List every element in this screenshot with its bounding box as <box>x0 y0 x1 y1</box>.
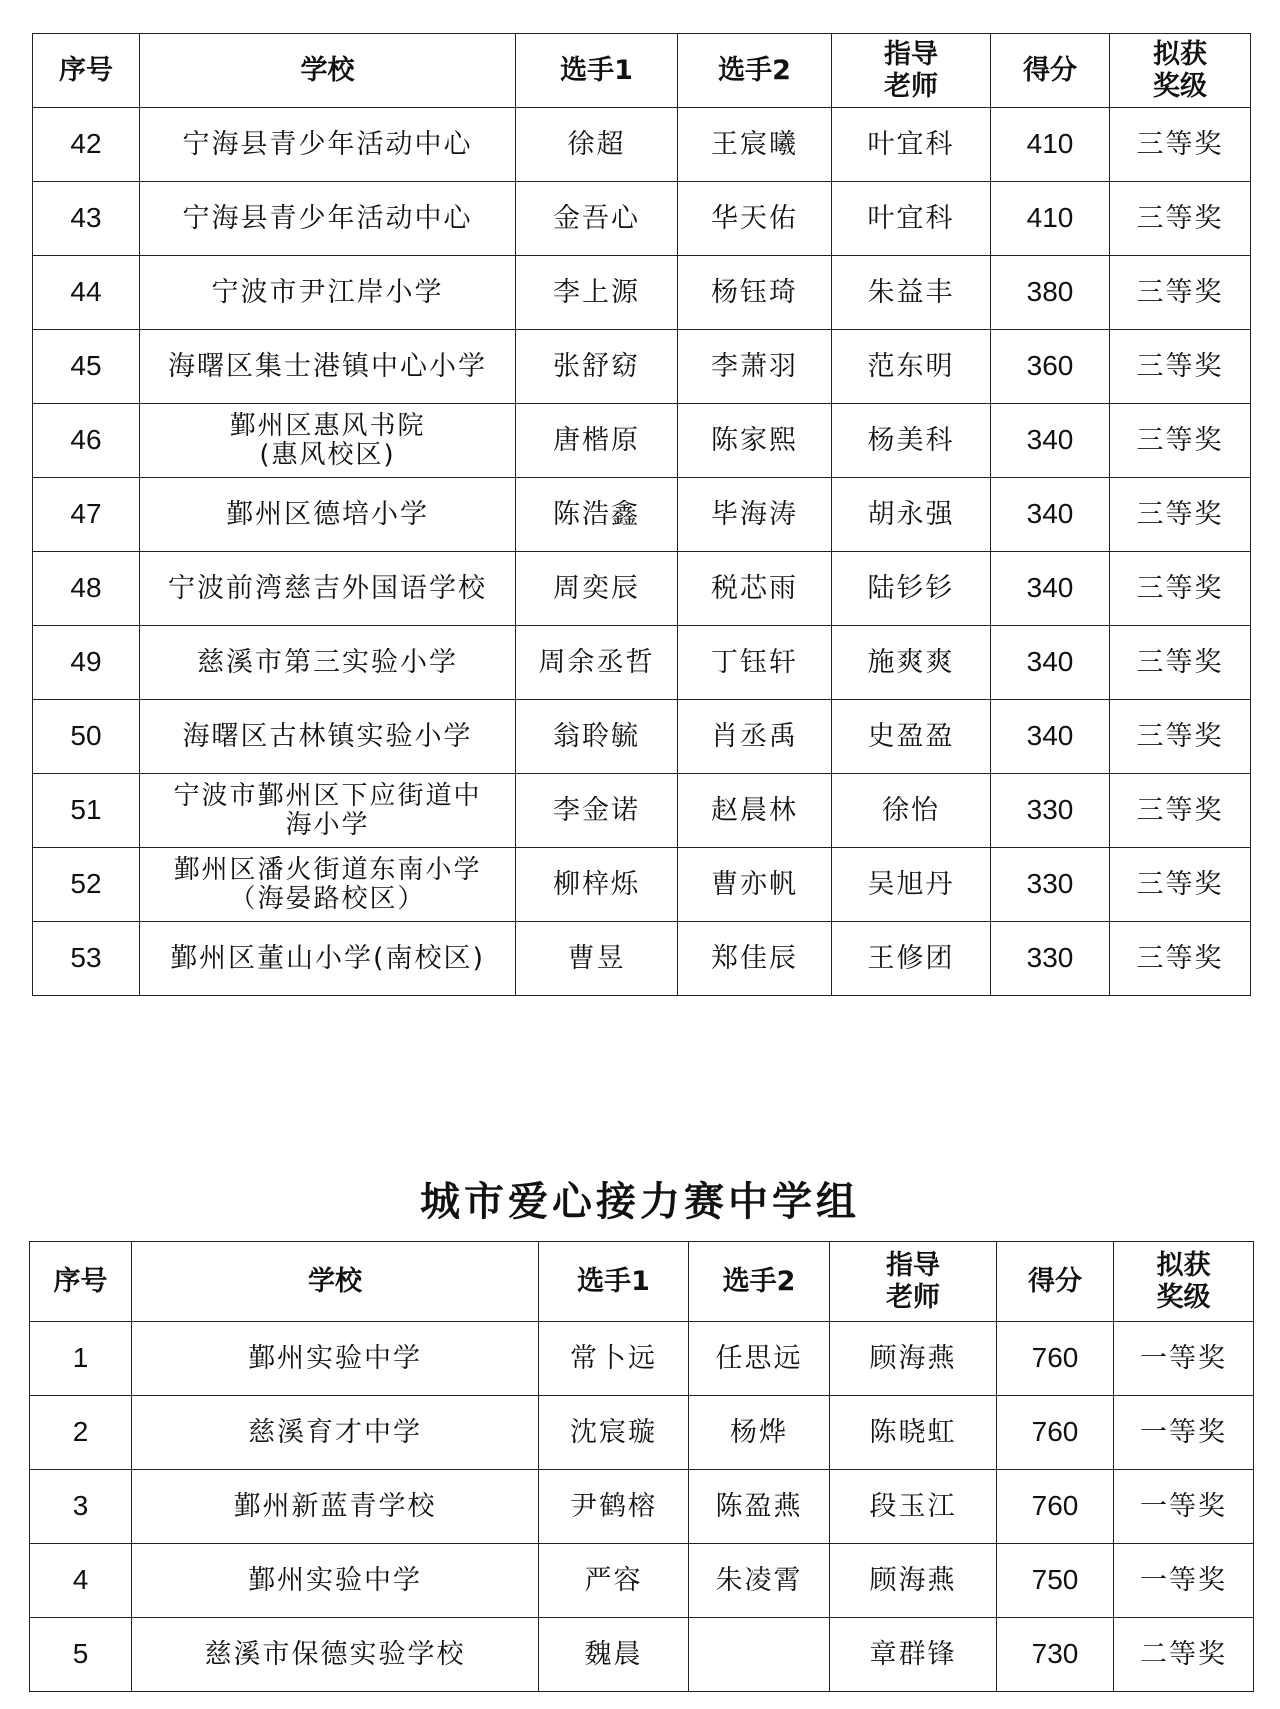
cell-teacher: 徐怡 <box>832 774 991 848</box>
cell-player2 <box>689 1618 830 1692</box>
table-row <box>30 1470 1254 1544</box>
cell-school: 宁海县青少年活动中心 <box>140 182 516 256</box>
header-player2: 选手2 <box>678 34 832 108</box>
cell-teacher: 王修团 <box>832 922 991 996</box>
cell-player2: 郑佳辰 <box>678 922 832 996</box>
cell-index: 5 <box>30 1618 132 1692</box>
cell-school-line1: 鄞州区惠风书院 <box>229 410 426 441</box>
header-school: 学校 <box>132 1242 539 1322</box>
cell-school-line2: (惠风校区) <box>259 439 396 470</box>
cell-player1: 柳梓烁 <box>516 848 678 922</box>
cell-award: 三等奖 <box>1110 552 1251 626</box>
cell-school: 鄞州区德培小学 <box>140 478 516 552</box>
cell-player1: 常卜远 <box>539 1322 689 1396</box>
cell-school: 慈溪育才中学 <box>132 1396 539 1470</box>
cell-player1: 严容 <box>539 1544 689 1618</box>
cell-player1: 唐楷原 <box>516 404 678 478</box>
header-score: 得分 <box>991 34 1110 108</box>
cell-school-line1: 宁波市鄞州区下应街道中 <box>173 780 482 811</box>
cell-award: 三等奖 <box>1110 404 1251 478</box>
header-player1: 选手1 <box>516 34 678 108</box>
cell-player1: 李上源 <box>516 256 678 330</box>
header-player2: 选手2 <box>689 1242 830 1322</box>
cell-school-line2: 海小学 <box>285 809 370 840</box>
cell-award: 三等奖 <box>1110 922 1251 996</box>
cell-index: 51 <box>33 774 140 848</box>
cell-player1: 沈宸璇 <box>539 1396 689 1470</box>
cell-player2: 丁钰轩 <box>678 626 832 700</box>
table-row <box>30 1544 1254 1618</box>
cell-score: 340 <box>991 700 1110 774</box>
cell-player1: 李金诺 <box>516 774 678 848</box>
header-index: 序号 <box>30 1242 132 1322</box>
cell-teacher: 叶宜科 <box>832 108 991 182</box>
header-score: 得分 <box>997 1242 1114 1322</box>
cell-score: 340 <box>991 478 1110 552</box>
cell-award: 三等奖 <box>1110 330 1251 404</box>
table-row <box>30 1396 1254 1470</box>
cell-award: 三等奖 <box>1110 182 1251 256</box>
cell-teacher: 朱益丰 <box>832 256 991 330</box>
cell-school: 鄞州新蓝青学校 <box>132 1470 539 1544</box>
cell-teacher: 顾海燕 <box>830 1544 997 1618</box>
cell-teacher: 史盈盈 <box>832 700 991 774</box>
header-award-line2: 奖级 <box>1156 1281 1211 1313</box>
cell-school <box>140 774 516 848</box>
cell-teacher: 顾海燕 <box>830 1322 997 1396</box>
table-row <box>33 700 1251 774</box>
cell-index: 49 <box>33 626 140 700</box>
cell-player2: 肖丞禹 <box>678 700 832 774</box>
cell-score: 340 <box>991 626 1110 700</box>
cell-index: 4 <box>30 1544 132 1618</box>
cell-player2: 华天佑 <box>678 182 832 256</box>
cell-award: 三等奖 <box>1110 848 1251 922</box>
cell-score: 760 <box>997 1322 1114 1396</box>
cell-score: 750 <box>997 1544 1114 1618</box>
cell-award: 一等奖 <box>1114 1544 1254 1618</box>
cell-score: 330 <box>991 922 1110 996</box>
cell-teacher: 陆钐钐 <box>832 552 991 626</box>
cell-score: 760 <box>997 1396 1114 1470</box>
cell-score: 340 <box>991 552 1110 626</box>
cell-player1: 魏晨 <box>539 1618 689 1692</box>
header-school: 学校 <box>140 34 516 108</box>
cell-teacher: 吴旭丹 <box>832 848 991 922</box>
cell-teacher: 胡永强 <box>832 478 991 552</box>
cell-score: 730 <box>997 1618 1114 1692</box>
cell-teacher: 陈晓虹 <box>830 1396 997 1470</box>
cell-award: 二等奖 <box>1114 1618 1254 1692</box>
header-teacher-line2: 老师 <box>884 70 938 102</box>
cell-school: 海曙区古林镇实验小学 <box>140 700 516 774</box>
cell-index: 1 <box>30 1322 132 1396</box>
cell-score: 760 <box>997 1470 1114 1544</box>
table-row <box>33 404 1251 478</box>
cell-player1: 金吾心 <box>516 182 678 256</box>
cell-player2: 陈盈燕 <box>689 1470 830 1544</box>
cell-player1: 周奕辰 <box>516 552 678 626</box>
cell-school: 海曙区集士港镇中心小学 <box>140 330 516 404</box>
header-teacher <box>832 34 991 108</box>
cell-teacher: 施爽爽 <box>832 626 991 700</box>
cell-score: 340 <box>991 404 1110 478</box>
cell-award: 一等奖 <box>1114 1322 1254 1396</box>
cell-index: 44 <box>33 256 140 330</box>
header-award-line2: 奖级 <box>1153 70 1207 102</box>
header-award-line1: 拟获 <box>1153 39 1207 71</box>
cell-player2: 李萧羽 <box>678 330 832 404</box>
table-row <box>30 1618 1254 1692</box>
cell-score: 410 <box>991 108 1110 182</box>
cell-teacher: 杨美科 <box>832 404 991 478</box>
cell-award: 三等奖 <box>1110 108 1251 182</box>
cell-teacher: 章群锋 <box>830 1618 997 1692</box>
table-row <box>33 922 1251 996</box>
table-row <box>33 478 1251 552</box>
cell-player2: 毕海涛 <box>678 478 832 552</box>
table-row <box>33 108 1251 182</box>
cell-school: 宁波市尹江岸小学 <box>140 256 516 330</box>
table-row <box>33 848 1251 922</box>
cell-school: 鄞州实验中学 <box>132 1544 539 1618</box>
cell-player1: 周余丞哲 <box>516 626 678 700</box>
header-teacher-line2: 老师 <box>886 1281 940 1313</box>
cell-score: 380 <box>991 256 1110 330</box>
cell-index: 46 <box>33 404 140 478</box>
cell-school: 鄞州区董山小学(南校区) <box>140 922 516 996</box>
cell-award: 三等奖 <box>1110 700 1251 774</box>
cell-player1: 张舒窈 <box>516 330 678 404</box>
cell-award: 三等奖 <box>1110 626 1251 700</box>
cell-index: 52 <box>33 848 140 922</box>
header-teacher-line1: 指导 <box>886 1250 940 1282</box>
section-title-middle-school: 城市爱心接力赛中学组 <box>420 1178 860 1225</box>
cell-player2: 税芯雨 <box>678 552 832 626</box>
cell-school <box>140 848 516 922</box>
cell-player2: 任思远 <box>689 1322 830 1396</box>
table-header-row <box>30 1242 1254 1322</box>
cell-school: 鄞州实验中学 <box>132 1322 539 1396</box>
table-row <box>33 774 1251 848</box>
cell-player1: 曹昱 <box>516 922 678 996</box>
header-award <box>1114 1242 1254 1322</box>
header-teacher <box>830 1242 997 1322</box>
cell-index: 48 <box>33 552 140 626</box>
cell-teacher: 段玉江 <box>830 1470 997 1544</box>
cell-award: 三等奖 <box>1110 256 1251 330</box>
table-row <box>30 1322 1254 1396</box>
cell-index: 42 <box>33 108 140 182</box>
header-award <box>1110 34 1251 108</box>
cell-award: 三等奖 <box>1110 774 1251 848</box>
cell-player2: 朱凌霄 <box>689 1544 830 1618</box>
cell-score: 330 <box>991 774 1110 848</box>
cell-school: 慈溪市保德实验学校 <box>132 1618 539 1692</box>
cell-player1: 翁聆毓 <box>516 700 678 774</box>
cell-teacher: 叶宜科 <box>832 182 991 256</box>
table-row <box>33 552 1251 626</box>
cell-player2: 赵晨林 <box>678 774 832 848</box>
cell-index: 53 <box>33 922 140 996</box>
cell-index: 45 <box>33 330 140 404</box>
cell-school <box>140 404 516 478</box>
header-player1: 选手1 <box>539 1242 689 1322</box>
header-index: 序号 <box>33 34 140 108</box>
cell-teacher: 范东明 <box>832 330 991 404</box>
header-award-line1: 拟获 <box>1156 1250 1211 1282</box>
cell-player2: 曹亦帆 <box>678 848 832 922</box>
table-row <box>33 330 1251 404</box>
cell-player2: 王宸曦 <box>678 108 832 182</box>
cell-player1: 陈浩鑫 <box>516 478 678 552</box>
cell-school-line1: 鄞州区潘火街道东南小学 <box>173 854 482 885</box>
cell-school: 宁海县青少年活动中心 <box>140 108 516 182</box>
cell-school: 宁波前湾慈吉外国语学校 <box>140 552 516 626</box>
cell-award: 一等奖 <box>1114 1396 1254 1470</box>
header-teacher-line1: 指导 <box>884 39 938 71</box>
cell-award: 三等奖 <box>1110 478 1251 552</box>
cell-index: 47 <box>33 478 140 552</box>
cell-score: 330 <box>991 848 1110 922</box>
cell-player2: 杨钰琦 <box>678 256 832 330</box>
cell-score: 410 <box>991 182 1110 256</box>
table-row <box>33 256 1251 330</box>
cell-index: 43 <box>33 182 140 256</box>
cell-player1: 徐超 <box>516 108 678 182</box>
cell-award: 一等奖 <box>1114 1470 1254 1544</box>
table-row <box>33 626 1251 700</box>
cell-player1: 尹鹤榕 <box>539 1470 689 1544</box>
cell-player2: 陈家熙 <box>678 404 832 478</box>
cell-score: 360 <box>991 330 1110 404</box>
cell-player2: 杨烨 <box>689 1396 830 1470</box>
cell-index: 3 <box>30 1470 132 1544</box>
cell-index: 50 <box>33 700 140 774</box>
table-row <box>33 182 1251 256</box>
cell-school-line2: （海晏路校区） <box>229 883 426 914</box>
cell-index: 2 <box>30 1396 132 1470</box>
cell-school: 慈溪市第三实验小学 <box>140 626 516 700</box>
table-header-row <box>33 34 1251 108</box>
results-table-primary-continued <box>32 33 1251 996</box>
results-table-middle-school <box>29 1241 1254 1692</box>
